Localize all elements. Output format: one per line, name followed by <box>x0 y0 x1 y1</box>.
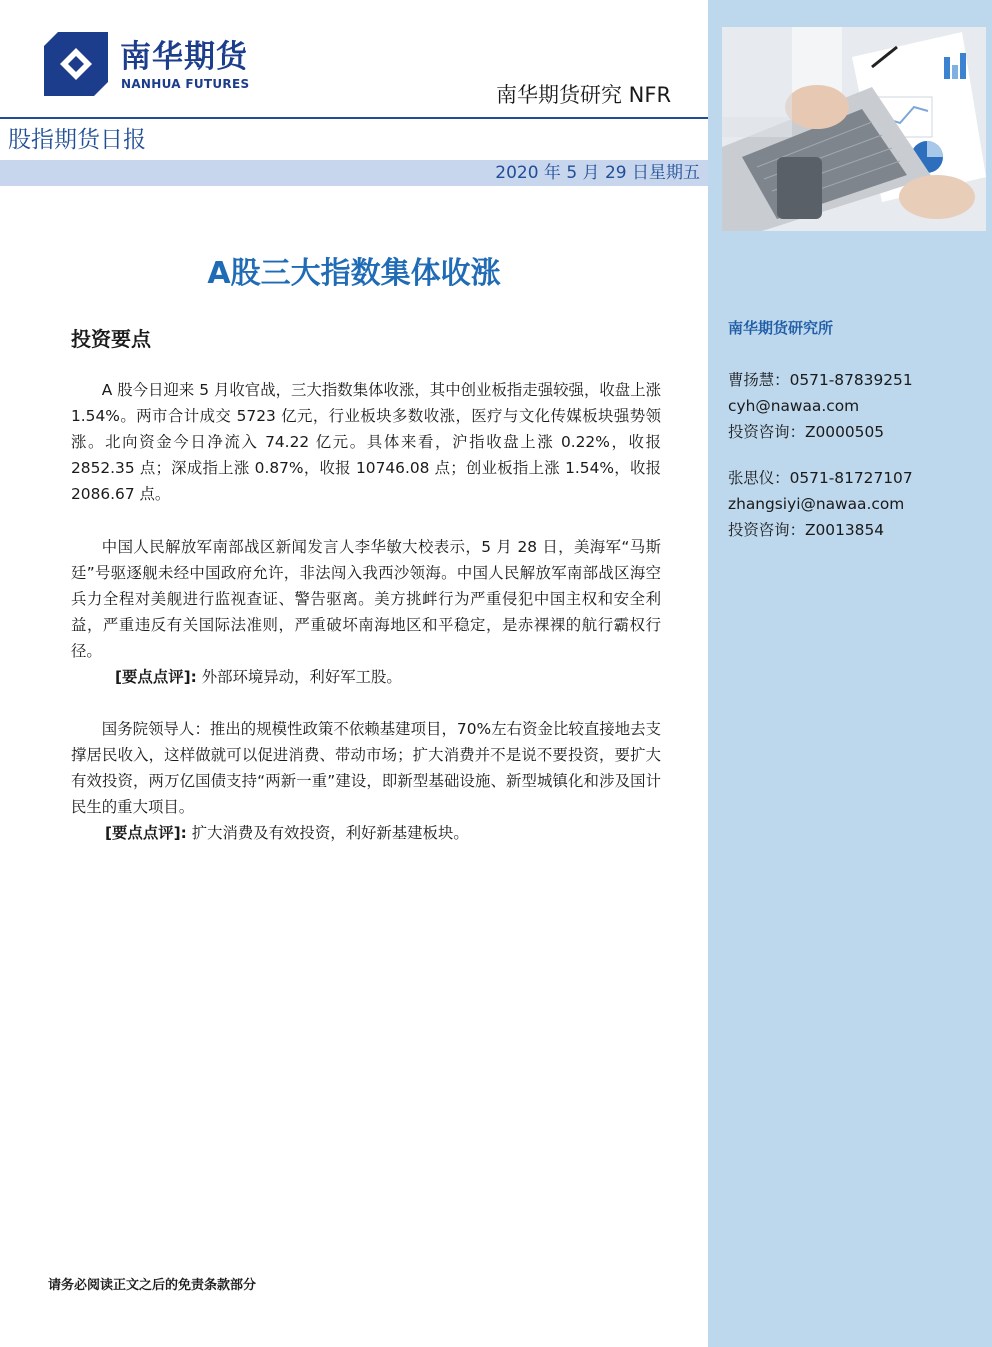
comment-1 <box>115 664 402 690</box>
paragraph-south-china-sea: 中国人民解放军南部战区新闻发言人李华敏大校表示，5 月 28 日，美海军“马斯廷”号驱逐舰未经中国政府允许，非法闯入我西沙领海。中国人民解放军南部战区海空兵力全程对美舰进行监视查证、警告驱离。美方挑衅行为严重侵犯中国主权和安全利益，严重违反有关国际法准则，严重破坏南海地区和平稳定，是赤裸裸的航行霸权行径。 <box>71 538 661 660</box>
research-label: 南华期货研究 NFR <box>496 83 672 107</box>
report-date: 2020 年 5 月 29 日星期五 <box>495 163 700 183</box>
brand-name-en: NANHUA FUTURES <box>121 77 250 91</box>
comment-2 <box>105 820 469 846</box>
nanhua-logo-icon <box>44 32 108 96</box>
contact-name-phone: 张思仪：0571-81727107 <box>728 469 913 487</box>
comment-label: [要点点评]: <box>105 824 187 842</box>
contact-email[interactable]: cyh@nawaa.com <box>728 397 860 415</box>
report-type: 股指期货日报 <box>8 127 146 153</box>
paragraph-market-summary: A 股今日迎来 5 月收官战，三大指数集体收涨，其中创业板指走强较强，收盘上涨 1.54%。两市合计成交 5723 亿元，行业板块多数收涨，医疗与文化传媒板块强势领涨。北向资金今日净流入 74.22 亿元。具体来看，沪指收盘上涨 0.22%，收报 2852.35 点；深成指上涨 0.87%，收报 10746.08 点；创业板指上涨 1.54%，收报 2086.67 点。 <box>71 381 661 503</box>
headline: A股三大指数集体收涨 <box>207 256 501 291</box>
sidebar-title: 南华期货研究所 <box>728 319 834 337</box>
brand-name-cn: 南华期货 <box>120 39 248 75</box>
contact-license: 投资咨询：Z0013854 <box>728 521 885 539</box>
cover-photo <box>722 27 986 231</box>
comment-text: 外部环境异动，利好军工股。 <box>196 668 402 686</box>
contact-name-phone: 曹扬慧：0571-87839251 <box>728 371 913 389</box>
section-title: 投资要点 <box>71 327 151 351</box>
paragraph-state-council: 国务院领导人：推出的规模性政策不依赖基建项目，70%左右资金比较直接地去支撑居民收入，这样做就可以促进消费、带动市场；扩大消费并不是说不要投资，要扩大有效投资，两万亿国债支持“两新一重”建设，即新型基础设施、新型城镇化和涉及国计民生的重大项目。 <box>71 720 661 816</box>
contact-license: 投资咨询：Z0000505 <box>728 423 885 441</box>
disclaimer-note: 请务必阅读正文之后的免责条款部分 <box>48 1278 257 1293</box>
header-divider <box>0 117 708 119</box>
comment-text: 扩大消费及有效投资，利好新基建板块。 <box>186 824 469 842</box>
comment-label: [要点点评]: <box>115 668 197 686</box>
contact-email[interactable]: zhangsiyi@nawaa.com <box>728 495 905 513</box>
